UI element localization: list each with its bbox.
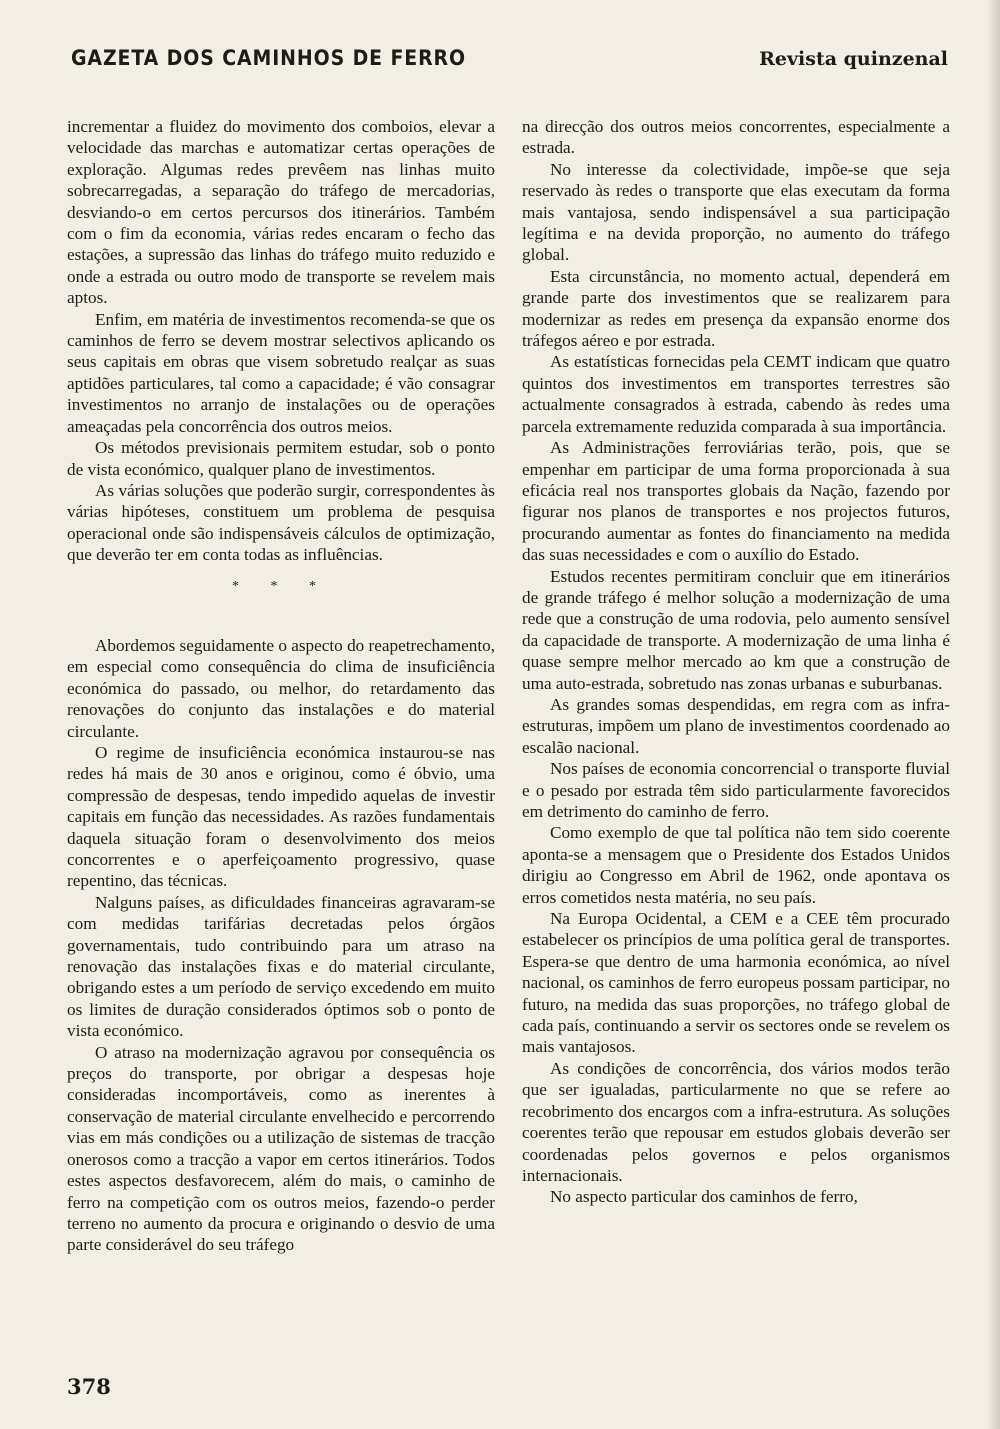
right-column bbox=[522, 116, 950, 1208]
paragraph: Esta circunstância, no momento actual, dependerá em grande parte dos investimentos que se realizarem para modernizar as redes em presença da expansão enorme dos tráfegos aéreo e por estrada. bbox=[522, 266, 950, 351]
paragraph: Nos países de economia concorrencial o transporte fluvial e o pesado por estrada têm sido particularmente favorecidos em detrimento do caminho de ferro. bbox=[522, 759, 950, 821]
paragraph: O regime de insuficiência económica instaurou-se nas redes há mais de 30 anos e originou, como é óbvio, uma compressão de despesas, tendo impedido aquelas de investir capitais em função das necessidades. As razões fundamentais daquela situação foram o desenvolvimento dos meios concorrentes e o aperfeiçoamento progressivo, quase repentino, das técnicas. bbox=[67, 742, 495, 891]
paragraph: As condições de concorrência, dos vários modos terão que ser igualadas, particularmente no que se refere ao recobrimento dos encargos com a infra-estrutura. As soluções coerentes terão que repousar em estudos globais deverão ser coordenadas pelos governos e pelos organismos internacionais. bbox=[522, 1058, 950, 1185]
paragraph: na direcção dos outros meios concorrentes, especialmente a estrada. bbox=[522, 117, 950, 158]
paragraph: incrementar a fluidez do movimento dos comboios, elevar a velocidade das marchas e automatizar certas operações de exploração. Algumas redes prevêem nas linhas muito sobrecarregadas, a separação do tráfego de mercadorias, desviando-o em certos percursos dos itinerários. Também com o fim da economia, várias redes encaram o fecho das estações, a supressão das linhas do tráfego muito reduzido e onde a estrada ou outro modo de transporte se revelem mais aptos. bbox=[67, 117, 495, 308]
paragraph: No interesse da colectividade, impõe-se que seja reservado às redes o transporte que elas executam da forma mais vantajosa, sendo indispensável a sua participação legítima e na devida proporção, no aumento do tráfego global. bbox=[522, 159, 950, 265]
paragraph: As estatísticas fornecidas pela CEMT indicam que quatro quintos dos investimentos em transportes terrestres são actualmente consagrados à estrada, cabendo às redes uma parcela extremamente reduzida comparada à sua importância. bbox=[522, 352, 950, 436]
paragraph: As várias soluções que poderão surgir, correspondentes às várias hipóteses, constituem um problema de pesquisa operacional onde são indispensáveis cálculos de optimização, que deverão ter em conta todas as influências. bbox=[67, 480, 495, 565]
section-separator: * * * bbox=[232, 578, 330, 594]
paragraph: Como exemplo de que tal política não tem sido coerente aponta-se a mensagem que o Presidente dos Estados Unidos dirigiu ao Congresso em Abril de 1962, onde apontava os erros cometidos nesta matéria, no seu país. bbox=[522, 823, 950, 907]
paragraph: No aspecto particular dos caminhos de ferro, bbox=[550, 1187, 858, 1207]
paragraph: Na Europa Ocidental, a CEM e a CEE têm procurado estabelecer os princípios de uma política geral de transportes. Espera-se que dentro de uma harmonia económica, ao nível nacional, os caminhos de ferro europeus possam participar, no futuro, na medida das suas proporções, no tráfego global de cada país, continuando a servir os sectores onde se revelem os mais vantajosos. bbox=[522, 909, 950, 1057]
page-edge-shadow bbox=[986, 0, 1000, 1429]
paragraph: As grandes somas despendidas, em regra com as infra-estruturas, impõem um plano de investimentos coordenado ao escalão nacional. bbox=[522, 694, 950, 757]
paragraph: As Administrações ferroviárias terão, pois, que se empenhar em participar de uma forma proporcionada à sua eficácia real nos transportes globais da Nação, fazendo por figurar nos planos de transportes e nos projectos futuros, procurando aumentar as fontes do financiamento na medida das suas necessidades e com o auxílio do Estado. bbox=[522, 438, 950, 565]
paragraph: Estudos recentes permitiram concluir que em itinerários de grande tráfego é melhor solução a modernização de uma rede que a construção de uma rodovia, pelo aumento sensível da capacidade de transporte. A modernização de uma linha é quase sempre melhor mercado ao km que a construção de uma auto-estrada, sobretudo nas zonas urbanas e suburbanas. bbox=[522, 566, 950, 693]
paragraph: Enfim, em matéria de investimentos recomenda-se que os caminhos de ferro se devem mostrar selectivos aplicando os seus capitais em obras que visem sobretudo realçar as suas aptidões particulares, tal como a capacidade; é vão consagrar investimentos no arranjo de instalações ou de operações ameaçadas pela concorrência dos outros meios. bbox=[67, 309, 495, 436]
journal-title: GAZETA DOS CAMINHOS DE FERRO bbox=[71, 46, 466, 70]
page-number: 378 bbox=[67, 1374, 111, 1399]
paragraph: Os métodos previsionais permitem estudar, sob o ponto de vista económico, qualquer plano de investimentos. bbox=[67, 438, 495, 479]
paragraph: Nalguns países, as dificuldades financeiras agravaram-se com medidas tarifárias decretadas pelos órgãos governamentais, tudo contribuindo para um atraso na renovação das instalações fixas e do material circulante, obrigando estes a um período de serviço excedendo em muito os limites de duração considerados óptimos sob o ponto de vista económico. bbox=[67, 892, 495, 1041]
journal-subtitle: Revista quinzenal bbox=[759, 48, 948, 70]
paragraph: Abordemos seguidamente o aspecto do reapetrechamento, em especial como consequência do clima de insuficiência económica do passado, ou melhor, do retardamento das renovações do conjunto das instalações e do material circulante. bbox=[67, 635, 495, 741]
paragraph: O atraso na modernização agravou por consequência os preços do transporte, por obrigar a despesas hoje consideradas incomportáveis, como as inerentes à conservação de material circulante envelhecido e percorrendo vias em más condições ou a utilização de sistemas de tracção onerosos como a tracção a vapor em certos itinerários. Todos estes aspectos desfavorecem, além do mais, o caminho de ferro na competição com os outros meios, fazendo-o perder terreno no aumento da procura e originando o desvio de uma parte considerável do seu tráfego bbox=[67, 1042, 495, 1255]
left-column bbox=[67, 116, 495, 1256]
